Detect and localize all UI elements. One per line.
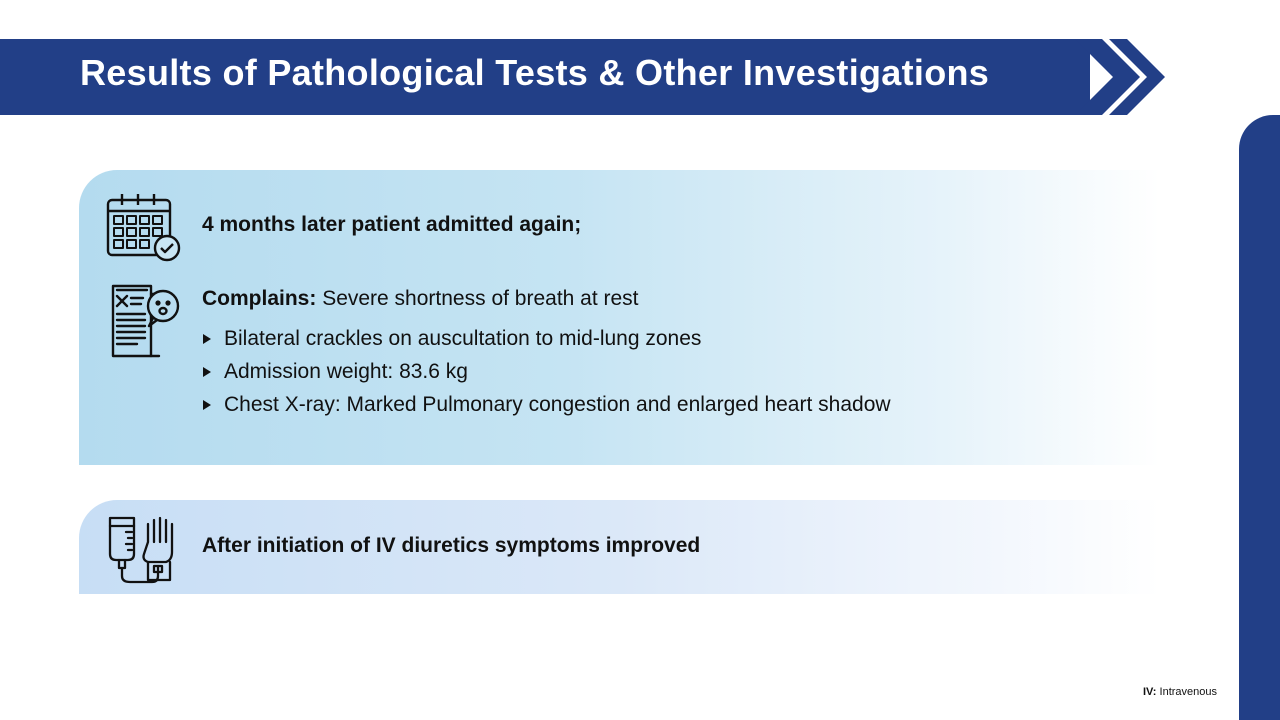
admission-text: 4 months later patient admitted again;	[202, 213, 582, 236]
findings-list	[202, 322, 891, 421]
list-item	[202, 355, 891, 388]
footnote-abbr: IV:	[1143, 686, 1157, 698]
page-title: Results of Pathological Tests & Other Investigations	[80, 52, 990, 93]
iv-drip-hand-icon	[104, 514, 178, 584]
right-accent-bar	[1239, 115, 1280, 720]
finding-text: Bilateral crackles on auscultation to mid-lung zones	[224, 327, 702, 350]
list-item	[202, 388, 891, 421]
footnote-meaning: Intravenous	[1159, 686, 1217, 698]
finding-text: Admission weight: 83.6 kg	[224, 360, 468, 383]
outcome-text: After initiation of IV diuretics symptoms improved	[202, 534, 701, 557]
list-item	[202, 322, 891, 355]
complains-line	[202, 287, 639, 311]
finding-text: Chest X-ray: Marked Pulmonary congestion and enlarged heart shadow	[224, 393, 891, 416]
footnote	[1143, 686, 1217, 698]
double-chevron-icon	[1075, 39, 1165, 115]
bullet-triangle-icon	[203, 334, 211, 344]
calendar-check-icon	[106, 192, 182, 264]
bullet-triangle-icon	[203, 400, 211, 410]
complains-label: Complains:	[202, 287, 317, 310]
bullet-triangle-icon	[203, 367, 211, 377]
report-complaint-icon	[107, 284, 185, 362]
complains-text: Severe shortness of breath at rest	[322, 287, 639, 310]
